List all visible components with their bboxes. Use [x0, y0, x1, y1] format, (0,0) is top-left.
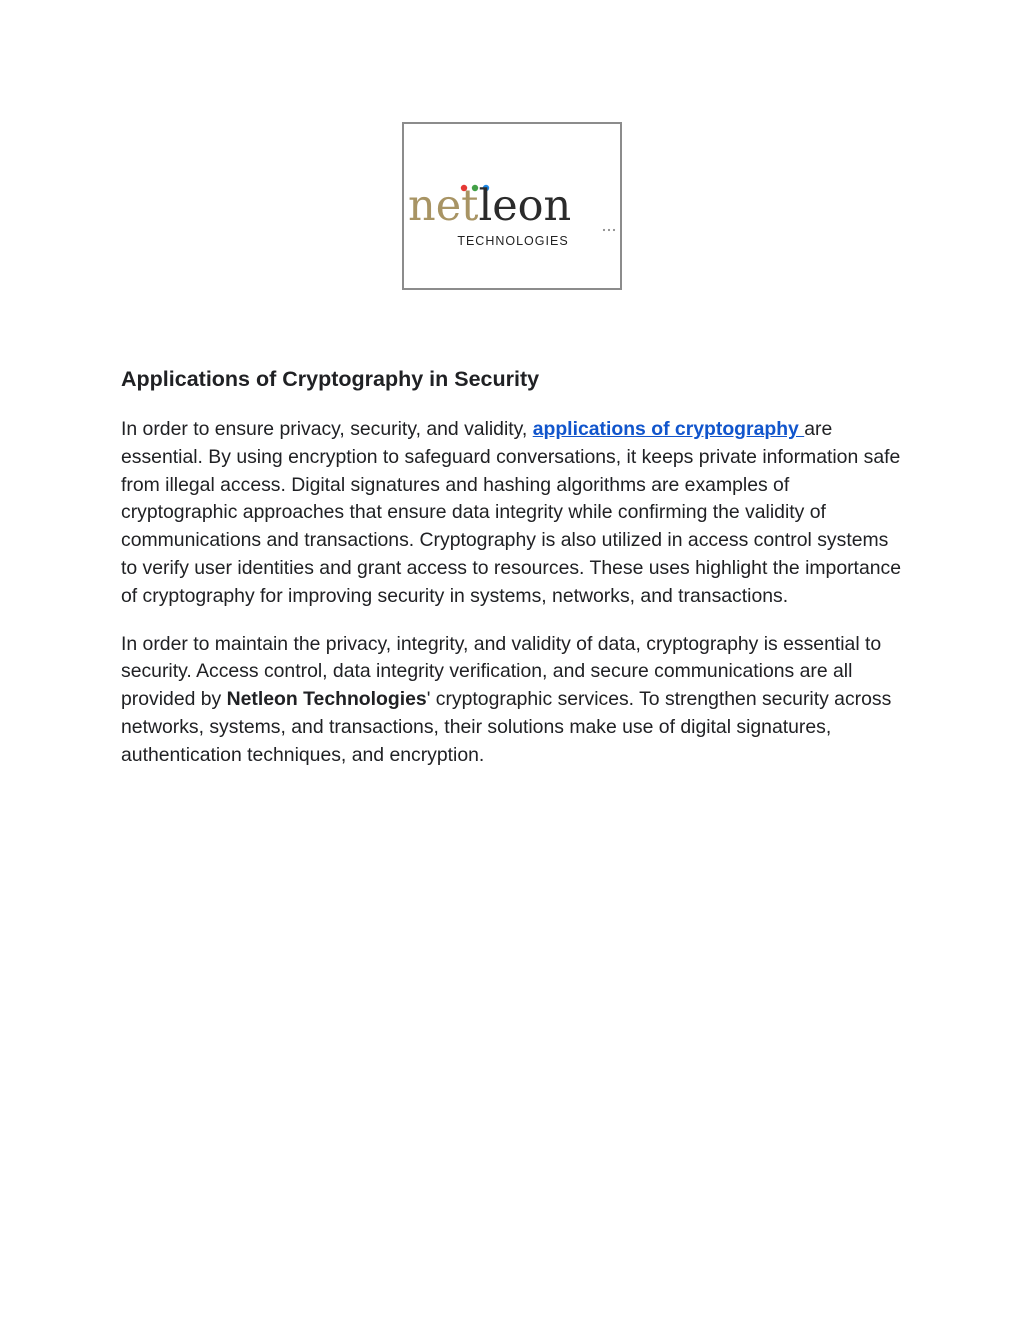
company-name-bold: Netleon Technologies — [226, 688, 427, 711]
netleon-logo-graphic — [404, 124, 620, 288]
logo-wordmark: netleon — [408, 181, 572, 231]
article-title: Applications of Cryptography in Security — [121, 367, 540, 391]
article-paragraph-2 — [121, 631, 901, 770]
logo-subtitle: TECHNOLOGIES — [457, 234, 569, 248]
logo-trail-dot — [603, 229, 605, 231]
article — [121, 362, 901, 770]
paragraph-2-text-end: ' cryptographic services. To strengthen security across networks, systems, and transactions, their solutions make use of digital signatures, authentication techniques, and encryption. — [121, 688, 892, 766]
company-logo — [402, 122, 622, 290]
logo-trail-dot — [608, 229, 610, 231]
article-paragraph-1 — [121, 416, 901, 611]
paragraph-2-text-start: In order to maintain the privacy, integrity, and validity of data, cryptography is essential to security. Access control, data integrity verification, and secure communications are all provided by — [121, 632, 882, 711]
logo-trail-dot — [613, 229, 615, 231]
paragraph-1-text-end: are essential. By using encryption to safeguard conversations, it keeps private information safe from illegal access. Digital signatures and hashing algorithms are examples of cryptographic approaches that ensure data integrity while confirming the validity of communications and transactions. Cryptography is also utilized in access control systems to verify user identities and grant access to resources. These uses highlight the importance of cryptography for improving security in systems, networks, and transactions. — [121, 418, 901, 607]
applications-of-cryptography-link[interactable]: applications of cryptography — [532, 418, 805, 440]
paragraph-1-text-start: In order to ensure privacy, security, and validity, — [121, 418, 533, 440]
